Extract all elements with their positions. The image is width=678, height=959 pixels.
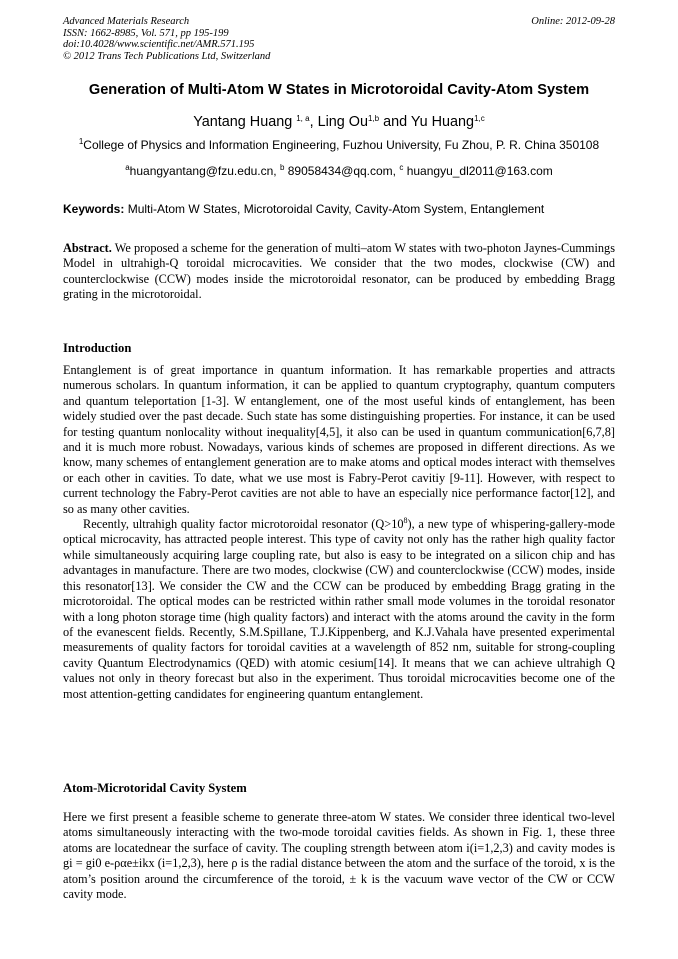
paragraph: Here we first present a feasible scheme to generate three-atom W states. We consider three identical two-level atoms simultaneously interacting with the two-mode toroidal cavities fields. As shown in Fig. 1, these three atoms are locatednear the surface of cavity. The coupling strength between atom i(i=1,2,3) and cavity modes is gi = gi0 e-ραe±ikx (i=1,2,3), here ρ is the radial distance between the atom and the surface of the toroid, x is the atom’s position around the circumference of the toroid, ± k is the vacuum wave vector of the CW or CCW cavity mode. xyxy=(63,810,615,902)
section-heading-introduction: Introduction xyxy=(63,341,132,355)
author-marker: 1,b xyxy=(367,114,380,123)
author-separator: and xyxy=(379,114,411,130)
affiliation xyxy=(40,138,638,152)
email-address: huangyantang@fzu.edu.cn, xyxy=(129,164,280,178)
publication-header xyxy=(63,16,615,62)
email-marker: c xyxy=(399,163,404,172)
paragraph xyxy=(63,517,615,702)
author-name: Ling Ou xyxy=(317,114,368,130)
introduction-body xyxy=(63,363,615,702)
paragraph-text: Recently, ultrahigh quality factor microtoroidal resonator (Q>10 xyxy=(83,517,404,532)
affiliation-text: College of Physics and Information Engineering, Fuzhou University, Fu Zhou, P. R. China 350108 xyxy=(83,138,600,152)
issn-line: ISSN: 1662-8985, Vol. 571, pp 195-199 xyxy=(63,27,229,39)
paragraph-text: ), a new type of whispering-gallery-mode optical microcavity, has attracted people interest. This type of cavity not only has the rather high quality factor while simultaneously acquiring large coupling rate, but also is easy to be integrated on a silicon chip and has advantages in manufacture. There are two modes, clockwise (CW) and counterclockwise (CCW) modes, inside this resonator[13]. We consider the CW and the CCW can be produced by embedding Bragg grating in the microtoroidal. The optical modes can be restricted within rather small mode volumes in the toroidal resonator with a long photon storage time (high quality factors) and interact with the atoms around the cavity in the form of the evanescent fields. Recently, S.M.Spillane, T.J.Kippenberg, and K.J.Vahala have presented experimental measurements of quality factors for toroidal cavities at a wavelength of 852 nm, suitable for strong-coupling cavity Quantum Electrodynamics (QED) with atomic cesium[14]. It means that we can achieve ultrahigh Q values not only in theory forecast but also in the experiment. Thus toroidal microcavities become one of the most attention-getting candidates for engineering quantum entanglement. xyxy=(63,517,615,701)
author-marker: 1,c xyxy=(474,114,485,123)
atom-cavity-body xyxy=(63,810,615,902)
email-address: 89058434@qq.com, xyxy=(284,164,400,178)
section-heading-atom-cavity: Atom-Microtoridal Cavity System xyxy=(63,781,247,795)
author-name: Yu Huang xyxy=(410,114,475,130)
author-marker: 1, a xyxy=(296,114,310,123)
author-name: Yantang Huang xyxy=(193,114,297,130)
author-separator: , xyxy=(309,114,318,130)
online-date: Online: 2012-09-28 xyxy=(531,16,615,27)
author-list xyxy=(40,114,638,130)
keywords xyxy=(63,202,615,216)
paper-title: Generation of Multi-Atom W States in Microtoroidal Cavity-Atom System xyxy=(88,82,590,98)
abstract-label: Abstract. xyxy=(63,241,112,255)
doi-line: doi:10.4028/www.scientific.net/AMR.571.195 xyxy=(63,39,255,50)
abstract-text: We proposed a scheme for the generation of multi–atom W states with two-photon Jaynes-Cummings Model in ultrahigh-Q toroidal microcavities. We consider that the two modes, clockwise (CW) and counterclockwise (CCW) modes inside the microtoroidal resonator, can be produced by embedding Bragg grating in the microtoroidal. xyxy=(63,241,615,302)
journal-name: Advanced Materials Research xyxy=(63,16,190,27)
author-emails xyxy=(40,164,638,178)
keywords-text: Multi-Atom W States, Microtoroidal Cavity, Cavity-Atom System, Entanglement xyxy=(124,202,545,216)
email-marker: a xyxy=(125,163,130,172)
abstract xyxy=(63,241,615,303)
copyright-line: © 2012 Trans Tech Publications Ltd, Switzerland xyxy=(63,50,271,62)
paragraph: Entanglement is of great importance in quantum information. It has remarkable properties and attracts numerous scholars. In quantum information, it can be applied to quantum cryptography, quantum computers and quantum teleportation [1-3]. W entanglement, one of the most useful kinds of entanglement, has been widely studied over the past decade. Such state has some distinguishing properties. For instance, it can be used for testing quantum nonlocality without inequality[4,5], it also can be used in quantum communication[6,7,8] and it is much more robust. Nowadays, various kinds of schemes are proposed in different directions. As we know, many schemes of entanglement generation are to make atoms and optical modes interact with themselves or each other in cavities. To date, what we use most is Fabry-Perot cavitiy [9-11]. However, with respect to current technology the Fabry-Perot cavities are not able to have an especially nice performance factor[12], and so as many other cavities. xyxy=(63,363,615,516)
affiliation-marker: 1 xyxy=(78,137,84,146)
exponent: 8 xyxy=(403,516,408,526)
email-address: huangyu_dl2011@163.com xyxy=(403,164,553,178)
email-marker: b xyxy=(279,163,285,172)
keywords-label: Keywords: xyxy=(63,202,125,216)
